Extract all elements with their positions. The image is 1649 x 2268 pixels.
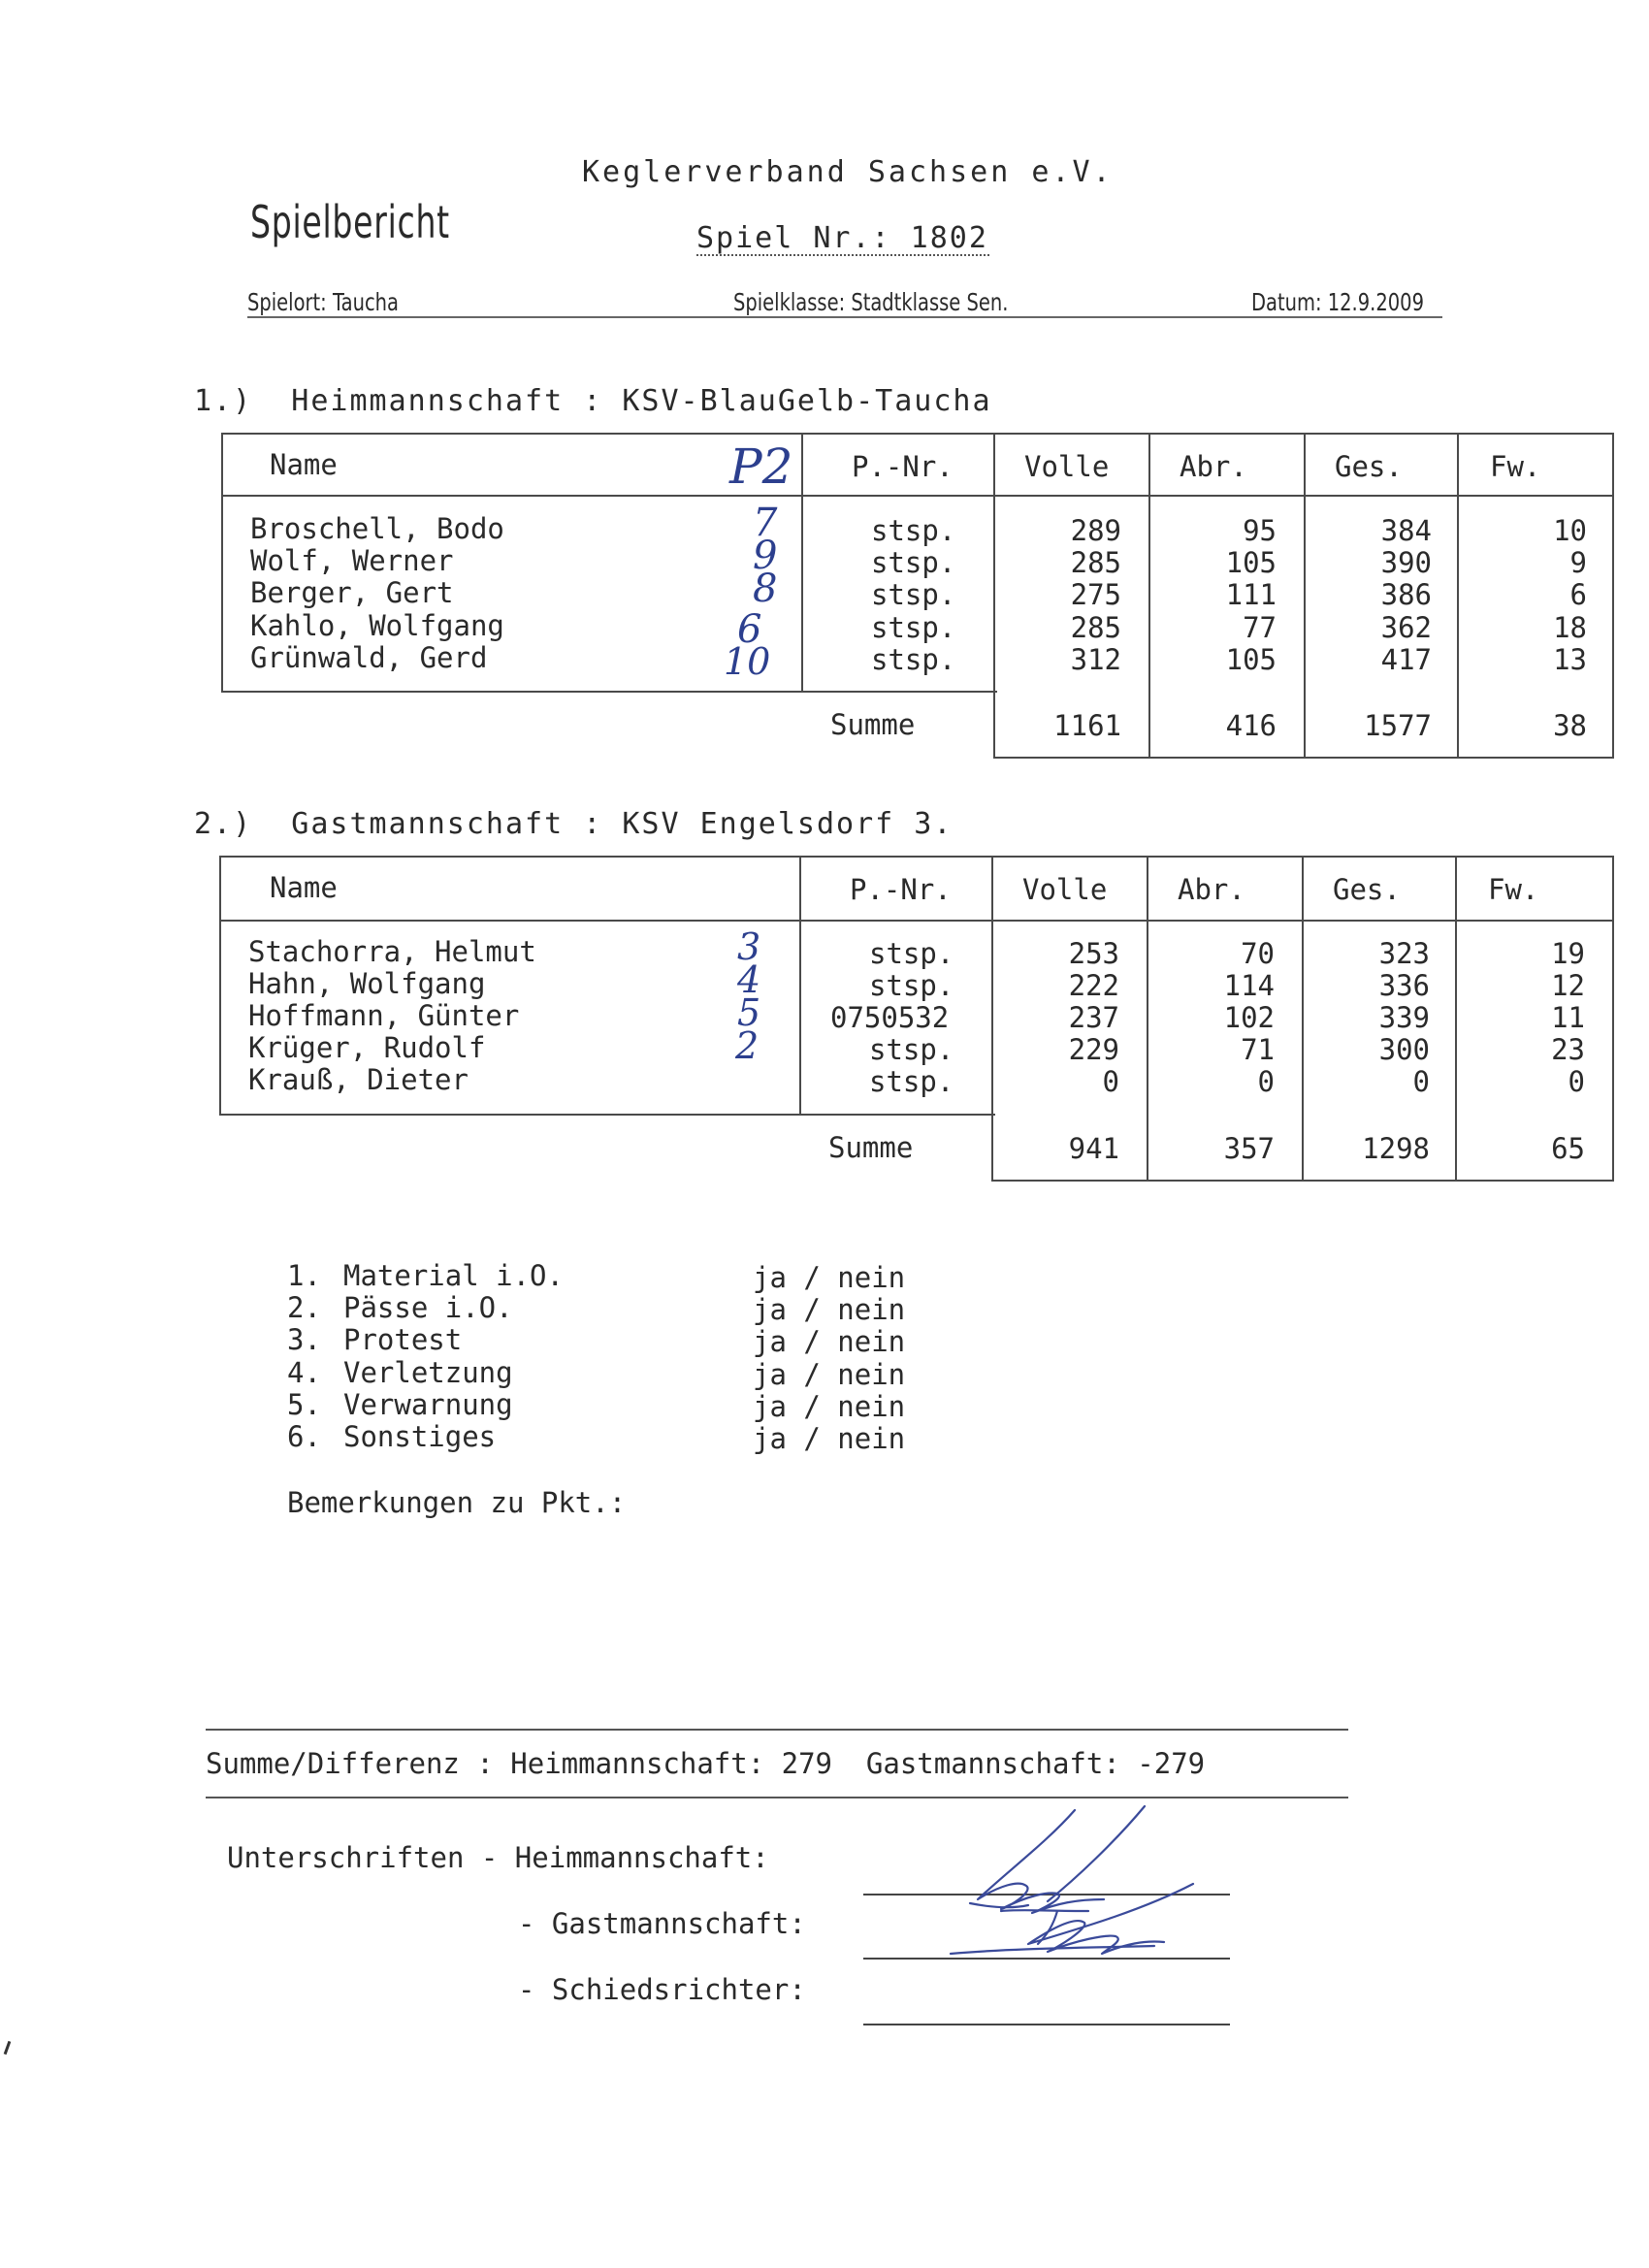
value-ges: 0 (1412, 1065, 1430, 1098)
summary-top-rule (206, 1729, 1348, 1731)
game-class: Spielklasse: Stadtklasse Sen. (733, 288, 1009, 316)
value-ges: 384 (1380, 514, 1432, 547)
signature-guest-label: - Gastmannschaft: (518, 1907, 806, 1940)
player-pnr: 0750532 (830, 1001, 950, 1034)
col-volle-header: Volle (1022, 873, 1108, 906)
checklist-number: 3. (287, 1323, 321, 1356)
value-volle: 253 (1068, 937, 1119, 970)
player-name: Krauß, Dieter (248, 1063, 469, 1096)
sum-ges: 1298 (1362, 1132, 1430, 1165)
value-ges: 339 (1378, 1001, 1430, 1034)
value-volle: 237 (1068, 1001, 1119, 1034)
checklist-options: ja / nein (753, 1293, 906, 1326)
value-ges: 336 (1378, 969, 1430, 1002)
checklist-options: ja / nein (753, 1325, 906, 1358)
player-name: Broschell, Bodo (250, 512, 504, 545)
checklist-number: 6. (287, 1420, 321, 1453)
col-name-header: Name (270, 448, 338, 481)
value-fw: 10 (1553, 514, 1587, 547)
header-divider (247, 316, 1442, 318)
signature-referee-label: - Schiedsrichter: (518, 1973, 806, 2006)
handwritten-number: 8 (753, 567, 778, 611)
venue: Spielort: Taucha (247, 288, 399, 316)
summary-difference: Summe/Differenz : Heimmannschaft: 279 Gastmannschaft: -279 (206, 1747, 1206, 1780)
guest-team-heading: 2.) Gastmannschaft : KSV Engelsdorf 3. (194, 807, 954, 841)
sum-label: Summe (830, 708, 916, 741)
col-abr-header: Abr. (1178, 873, 1245, 906)
value-volle: 312 (1070, 643, 1121, 676)
checklist-label: Pässe i.O. (343, 1291, 513, 1324)
sum-fw: 38 (1553, 709, 1587, 742)
value-abr: 70 (1241, 937, 1275, 970)
value-abr: 102 (1223, 1001, 1275, 1034)
player-pnr: stsp. (869, 969, 954, 1002)
value-fw: 18 (1553, 611, 1587, 644)
col-fw-header: Fw. (1490, 450, 1541, 483)
game-date: Datum: 12.9.2009 (1251, 288, 1424, 316)
player-pnr: stsp. (871, 611, 956, 644)
handwritten-number: 3 (737, 925, 761, 968)
value-abr: 105 (1225, 643, 1277, 676)
player-name: Stachorra, Helmut (248, 935, 536, 968)
checklist-options: ja / nein (753, 1390, 906, 1423)
checklist-options: ja / nein (753, 1261, 906, 1294)
checklist-number: 1. (287, 1259, 321, 1292)
value-abr: 0 (1257, 1065, 1275, 1098)
sum-volle: 941 (1068, 1132, 1119, 1165)
home-team-heading: 1.) Heimmannschaft : KSV-BlauGelb-Taucha (194, 384, 992, 418)
value-fw: 13 (1553, 643, 1587, 676)
checklist-number: 4. (287, 1356, 321, 1389)
game-number: Spiel Nr.: 1802 (696, 221, 988, 255)
value-fw: 11 (1551, 1001, 1585, 1034)
handwritten-number: 9 (753, 534, 778, 578)
checklist-options: ja / nein (753, 1422, 906, 1455)
checklist-label: Sonstiges (343, 1420, 497, 1453)
value-abr: 111 (1225, 578, 1277, 611)
organization-name: Keglerverband Sachsen e.V. (582, 155, 1114, 189)
handwritten-number: 2 (735, 1024, 760, 1067)
signature-referee-line (863, 2024, 1230, 2025)
document-title: Spielbericht (250, 196, 450, 248)
handwritten-number: 5 (737, 991, 761, 1034)
player-pnr: stsp. (871, 578, 956, 611)
checklist-label: Verletzung (343, 1356, 513, 1389)
col-abr-header: Abr. (1180, 450, 1247, 483)
value-fw: 19 (1551, 937, 1585, 970)
checklist-label: Protest (343, 1323, 463, 1356)
remarks-label: Bemerkungen zu Pkt.: (287, 1486, 627, 1519)
value-volle: 229 (1068, 1033, 1119, 1066)
checklist-label: Material i.O. (343, 1259, 564, 1292)
player-name: Kahlo, Wolfgang (250, 609, 504, 642)
value-abr: 114 (1223, 969, 1275, 1002)
player-pnr: stsp. (871, 643, 956, 676)
sum-abr: 357 (1223, 1132, 1275, 1165)
value-fw: 0 (1568, 1065, 1585, 1098)
value-volle: 0 (1102, 1065, 1119, 1098)
col-pnr-header: P.-Nr. (852, 450, 954, 483)
value-volle: 285 (1070, 546, 1121, 579)
col-fw-header: Fw. (1488, 873, 1539, 906)
checklist-options: ja / nein (753, 1358, 906, 1391)
col-volle-header: Volle (1024, 450, 1110, 483)
value-ges: 386 (1380, 578, 1432, 611)
player-name: Krüger, Rudolf (248, 1031, 486, 1064)
value-fw: 6 (1569, 578, 1587, 611)
value-ges: 390 (1380, 546, 1432, 579)
col-ges-header: Ges. (1335, 450, 1403, 483)
player-pnr: stsp. (869, 1033, 954, 1066)
handwritten-number: 6 (737, 607, 762, 652)
sum-abr: 416 (1225, 709, 1277, 742)
sum-volle: 1161 (1053, 709, 1121, 742)
value-fw: 9 (1569, 546, 1587, 579)
col-pnr-header: P.-Nr. (850, 873, 952, 906)
checklist-number: 5. (287, 1388, 321, 1421)
handwritten-header-mark: P2 (729, 438, 793, 495)
checklist-label: Verwarnung (343, 1388, 513, 1421)
signature-home-label: Unterschriften - Heimmannschaft: (227, 1841, 769, 1874)
game-number-underline (696, 254, 989, 256)
player-pnr: stsp. (871, 546, 956, 579)
sum-fw: 65 (1551, 1132, 1585, 1165)
value-abr: 105 (1225, 546, 1277, 579)
value-abr: 77 (1243, 611, 1277, 644)
value-fw: 12 (1551, 969, 1585, 1002)
sum-ges: 1577 (1364, 709, 1432, 742)
player-name: Grünwald, Gerd (250, 641, 488, 674)
value-volle: 222 (1068, 969, 1119, 1002)
value-volle: 285 (1070, 611, 1121, 644)
player-pnr: stsp. (869, 1065, 954, 1098)
value-volle: 275 (1070, 578, 1121, 611)
player-name: Hoffmann, Günter (248, 999, 520, 1032)
value-ges: 417 (1380, 643, 1432, 676)
handwritten-number: 10 (724, 640, 771, 683)
player-pnr: stsp. (871, 514, 956, 547)
col-ges-header: Ges. (1333, 873, 1401, 906)
summary-bottom-rule (206, 1797, 1348, 1798)
handwritten-number: 4 (737, 958, 761, 1001)
col-name-header: Name (270, 871, 338, 904)
checklist-number: 2. (287, 1291, 321, 1324)
value-fw: 23 (1551, 1033, 1585, 1066)
value-ges: 362 (1380, 611, 1432, 644)
sum-label: Summe (828, 1131, 914, 1164)
handwritten-signatures (912, 1802, 1232, 1967)
value-abr: 71 (1241, 1033, 1275, 1066)
player-name: Hahn, Wolfgang (248, 967, 486, 1000)
handwritten-number: 7 (753, 501, 778, 545)
value-abr: 95 (1243, 514, 1277, 547)
player-name: Berger, Gert (250, 576, 454, 609)
value-ges: 300 (1378, 1033, 1430, 1066)
player-name: Wolf, Werner (250, 544, 454, 577)
value-ges: 323 (1378, 937, 1430, 970)
value-volle: 289 (1070, 514, 1121, 547)
player-pnr: stsp. (869, 937, 954, 970)
margin-mark (4, 2041, 12, 2055)
